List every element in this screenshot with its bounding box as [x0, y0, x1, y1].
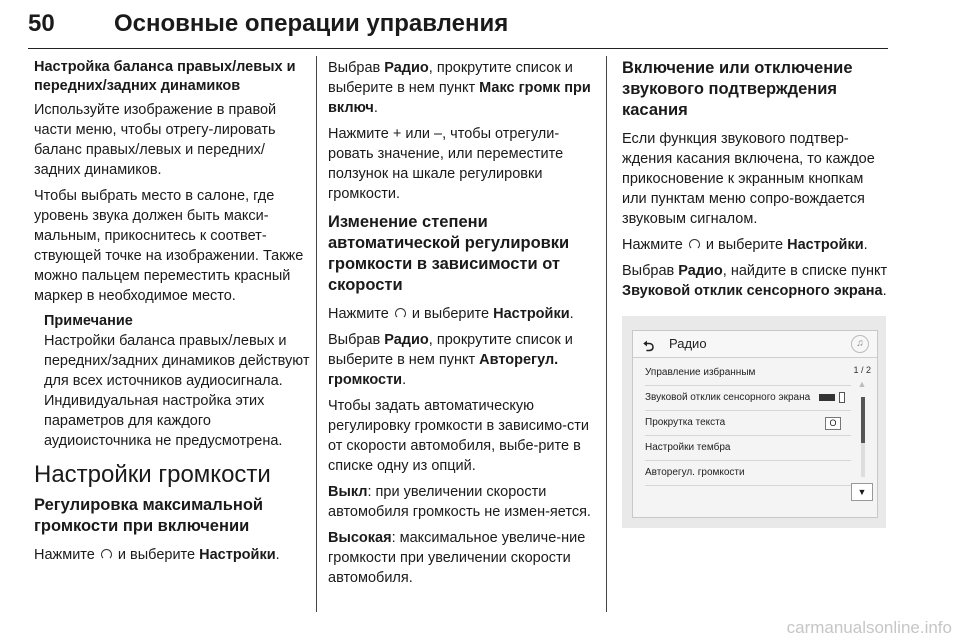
scrollbar[interactable]: [861, 397, 865, 477]
max-volume-adjust: Нажмите + или –, чтобы отрегули-ровать значение, или переместите ползунок на шкале регулировки громкости.: [328, 126, 564, 202]
scroll-text-toggle[interactable]: O: [825, 417, 841, 430]
list-item[interactable]: Настройки тембра: [645, 436, 851, 461]
touch-feedback-instruction-2: Выбрав Радио, найдите в списке пункт Звуковой отклик сенсорного экрана.: [622, 263, 888, 299]
auto-volume-instruction-2: Выбрав Радио, прокрутите список и выберите в нем пункт Авторегул. громкости.: [328, 332, 573, 388]
option-off: Выкл: при увеличении скорости автомобиля громкость не измен-яется.: [328, 484, 591, 520]
column-divider-1: [316, 56, 317, 612]
radio-settings-screenshot: [622, 316, 886, 528]
auto-volume-instruction-1: Нажмите и выберите Настройки.: [328, 306, 574, 322]
balance-heading: Настройка баланса правых/левых и передних/задних динамиков: [34, 59, 296, 94]
screen-title: Радио: [669, 336, 707, 351]
scrollbar-thumb[interactable]: [861, 397, 865, 443]
header-rule: [28, 48, 888, 49]
column-3: [622, 58, 888, 307]
home-icon: [689, 239, 700, 250]
list-item[interactable]: Звуковой отклик сенсорного экрана: [645, 386, 851, 411]
page-number: 50: [28, 10, 55, 37]
home-icon: [101, 549, 112, 560]
touch-feedback-toggle[interactable]: [819, 392, 847, 403]
screen-header: [633, 331, 877, 358]
max-volume-select: Выбрав Радио, прокрутите список и выберите в нем пункт Макс громк при включ.: [328, 60, 591, 116]
radio-settings-screen: [632, 330, 878, 518]
column-divider-2: [606, 56, 607, 612]
note-text: Настройки баланса правых/левых и передних/задних динамиков действуют для всех источников аудиосигнала. Индивидуальная настройка этих параметров для каждого аудиоисточника не предусмотрена.: [44, 333, 310, 449]
note-title: Примечание: [44, 313, 133, 329]
list-item[interactable]: Управление избранным: [645, 361, 851, 386]
touch-feedback-heading: Включение или отключение звукового подтверждения касания: [622, 59, 853, 119]
scroll-up-icon[interactable]: ▲: [857, 379, 867, 389]
column-2: [328, 58, 596, 594]
settings-list: [645, 361, 851, 486]
back-arrow-icon[interactable]: ⮌: [643, 338, 655, 354]
auto-volume-description: Чтобы задать автоматическую регулировку громкости в зависимо-сти от скорости автомобиля, выбе-рите в списке одну из опций.: [328, 398, 589, 474]
list-item[interactable]: Авторегул. громкости: [645, 461, 851, 486]
option-high: Высокая: максимальное увеличе-ние громкости при увеличении скорости автомобиля.: [328, 530, 586, 586]
auto-volume-heading: Изменение степени автоматической регулировки громкости в зависимости от скорости: [328, 213, 570, 294]
column-1: [34, 58, 310, 571]
list-item[interactable]: Прокрутка текста O: [645, 411, 851, 436]
home-icon: [395, 308, 406, 319]
watermark: carmanualsonline.info: [786, 618, 952, 637]
page-header: [28, 10, 888, 50]
note-block: [44, 312, 310, 451]
running-title: Основные операции управления: [114, 10, 509, 37]
touch-feedback-instruction-1: Нажмите и выберите Настройки.: [622, 237, 868, 253]
balance-paragraph-2: Чтобы выбрать место в салоне, где уровень звука должен быть макси-мальным, прикоснитесь к соответ-ствующей точке на изображении. Также можно пальцем переместить красный маркер в необходимое место.: [34, 188, 304, 304]
page-indicator: 1 / 2: [853, 365, 871, 375]
max-volume-heading: Регулировка максимальной громкости при включении: [34, 496, 264, 535]
scroll-down-button[interactable]: ▼: [851, 483, 873, 501]
touch-feedback-paragraph: Если функция звукового подтвер-ждения касания включена, то каждое прикосновение к экранным кнопкам или пунктам меню сопро-вождается звуковым сигналом.: [622, 131, 875, 227]
volume-settings-heading: Настройки громкости: [34, 461, 271, 488]
music-note-icon[interactable]: ♫: [851, 335, 869, 353]
max-volume-instruction: Нажмите и выберите Настройки.: [34, 547, 280, 563]
balance-paragraph-1: Используйте изображение в правой части меню, чтобы отрегу-лировать баланс правых/левых и передних/задних динамиков.: [34, 102, 277, 178]
